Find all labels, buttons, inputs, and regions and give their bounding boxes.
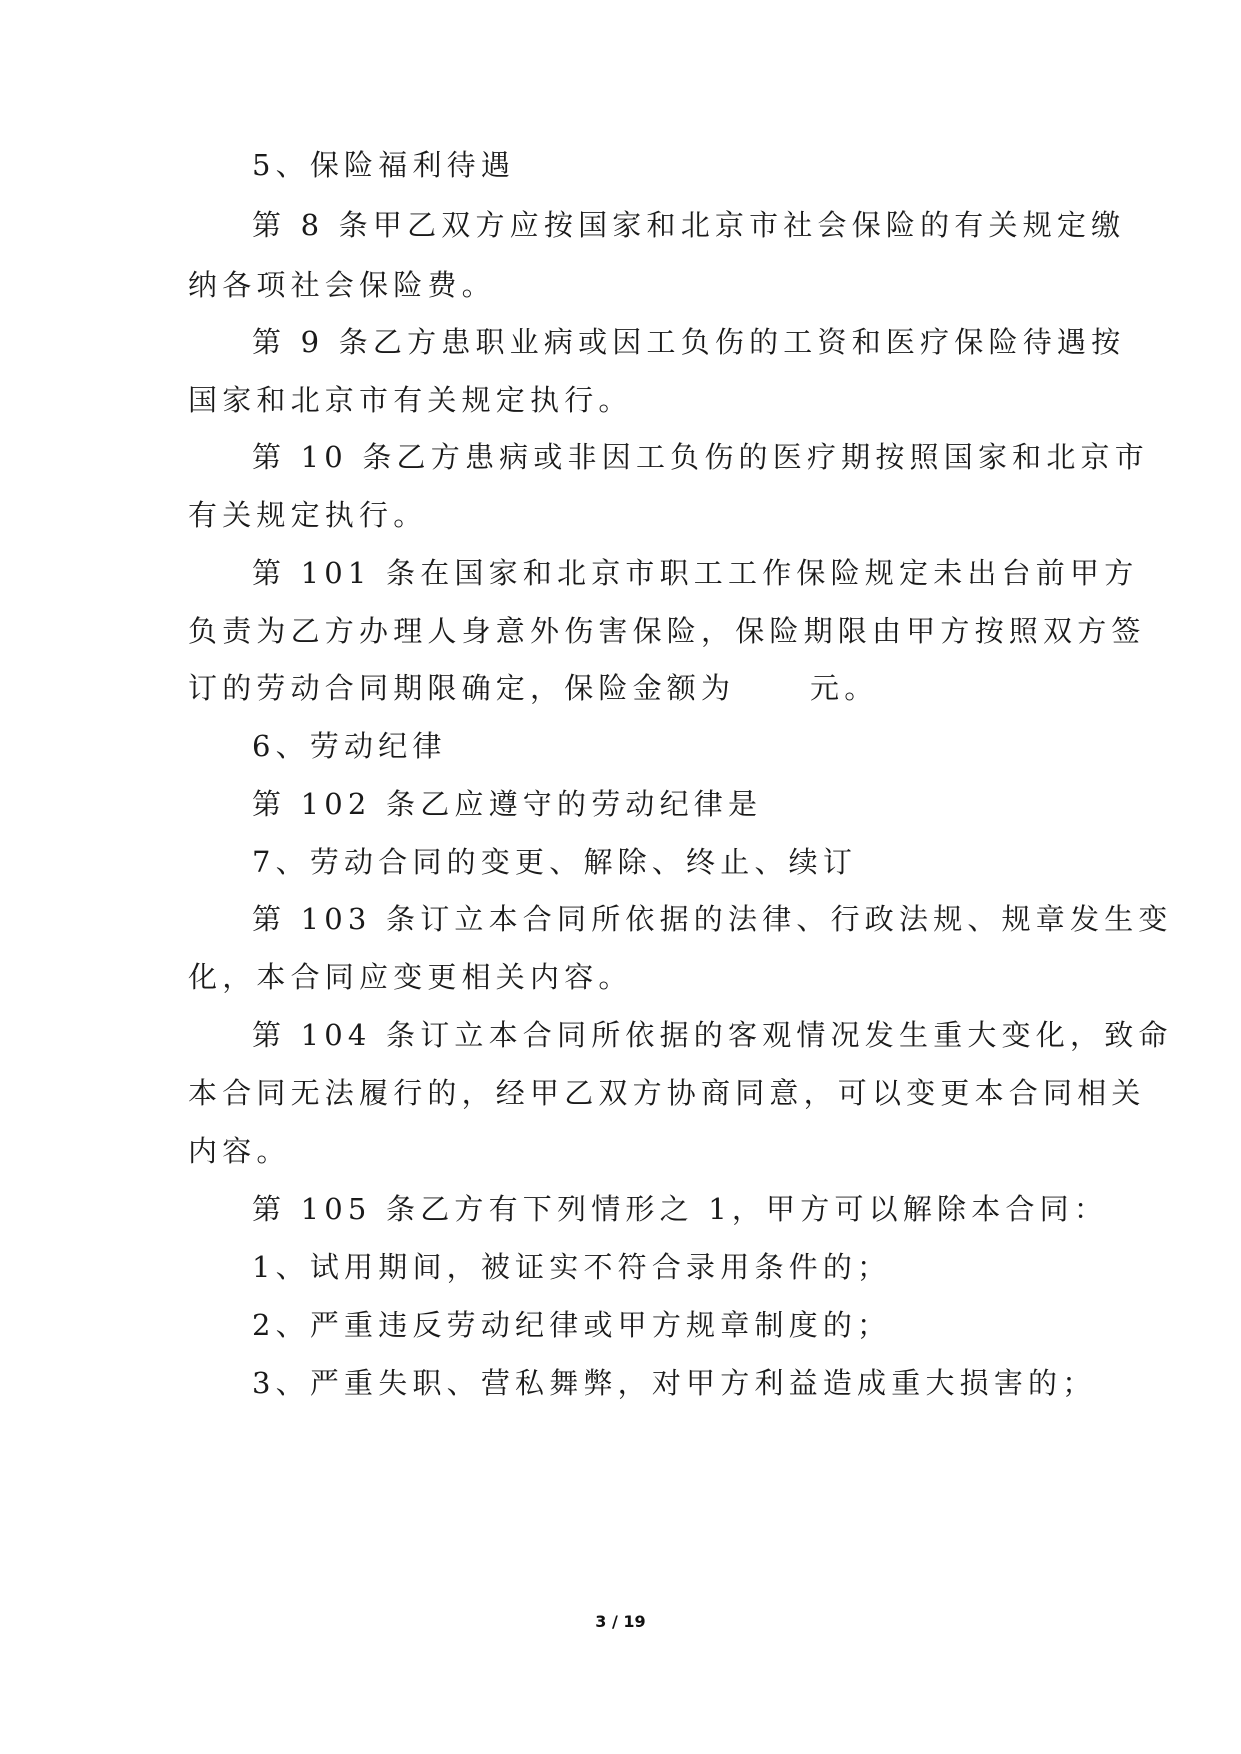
paragraph-line: 第 8 条甲乙双方应按国家和北京市社会保险的有关规定缴 [252,208,1126,242]
list-item: 1、试用期间，被证实不符合录用条件的； [252,1250,892,1284]
section-heading-insurance: 5、保险福利待遇 [252,148,516,182]
paragraph-line: 第 102 条乙应遵守的劳动纪律是 [252,787,763,821]
paragraph-line: 化，本合同应变更相关内容。 [188,960,633,994]
paragraph-line: 本合同无法履行的，经甲乙双方协商同意，可以变更本合同相关 [188,1076,1146,1110]
paragraph-line: 第 10 条乙方患病或非因工负伤的医疗期按照国家和北京市 [252,440,1149,474]
paragraph-line: 订的劳动合同期限确定，保险金额为 [188,671,736,705]
paragraph-line: 第 101 条在国家和北京市职工工作保险规定未出台前甲方 [252,556,1139,590]
page-number: 3 / 19 [595,1612,646,1631]
list-item: 2、严重违反劳动纪律或甲方规章制度的； [252,1308,892,1342]
paragraph-line: 纳各项社会保险费。 [188,268,496,302]
list-item: 3、严重失职、营私舞弊，对甲方利益造成重大损害的； [252,1366,1097,1400]
paragraph-line: 负责为乙方办理人身意外伤害保险，保险期限由甲方按照双方签 [188,614,1146,648]
section-heading-discipline: 6、劳动纪律 [252,729,447,763]
paragraph-line: 第 104 条订立本合同所依据的客观情况发生重大变化，致命 [252,1018,1173,1052]
paragraph-line: 内容。 [188,1134,291,1168]
paragraph-line: 第 103 条订立本合同所依据的法律、行政法规、规章发生变 [252,902,1173,936]
section-heading-contract-change: 7、劳动合同的变更、解除、终止、续订 [252,845,858,879]
amount-unit-text: 元。 [810,671,879,705]
paragraph-line: 第 9 条乙方患职业病或因工负伤的工资和医疗保险待遇按 [252,325,1126,359]
paragraph-line: 第 105 条乙方有下列情形之 1，甲方可以解除本合同： [252,1192,1109,1226]
paragraph-line: 有关规定执行。 [188,498,428,532]
paragraph-line: 国家和北京市有关规定执行。 [188,383,633,417]
